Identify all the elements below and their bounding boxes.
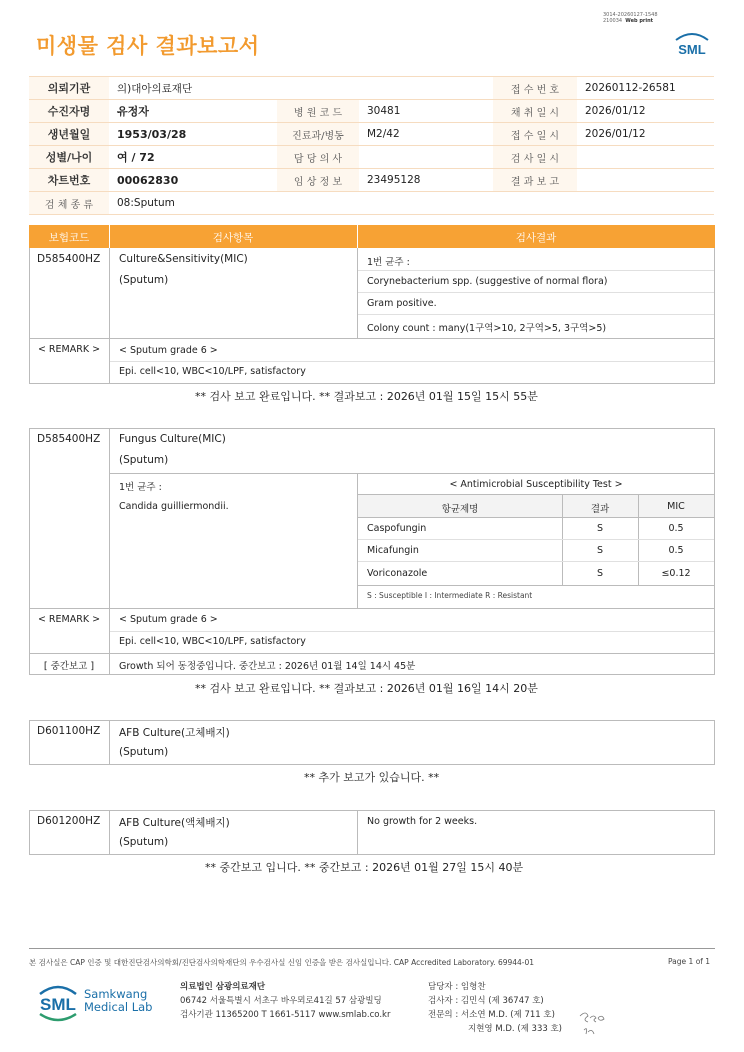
samkwang-logo xyxy=(35,980,81,1024)
page-number: Page 1 of 1 xyxy=(668,957,711,966)
interim-report: Growth 되어 동정중입니다. 중간보고 : 2026년 01월 14일 14시 45분 xyxy=(119,661,416,672)
staff-info: 담당자 : 임형찬 검사자 : 김민식 (제 36747 호) 전문의 : 서소연 M.D. (제 711 호) 지현영 M.D. (제 333 호) xyxy=(428,982,563,1034)
receipt-number: 20260112-26581 xyxy=(577,77,714,100)
test4-name: AFB Culture(액체배지) xyxy=(119,817,230,829)
test1-specimen: (Sputum) xyxy=(119,274,169,286)
test4-result: No growth for 2 weeks. xyxy=(367,816,478,827)
results-header: 보험코드 검사항목 검사결과 xyxy=(29,225,715,248)
sml-logo xyxy=(672,30,712,58)
test3-name: AFB Culture(고체배지) xyxy=(119,727,230,739)
clinical-info: 23495128 xyxy=(359,169,493,192)
specimen-type: 08:Sputum xyxy=(109,192,277,215)
test2-code: D585400HZ xyxy=(37,433,101,445)
samkwang-name: Samkwang Medical Lab xyxy=(84,987,153,1014)
test1-organism: Corynebacterium spp. (suggestive of normal flora) xyxy=(367,276,608,287)
interim-label: [ 중간보고 ] xyxy=(43,661,95,672)
receipt-date: 2026/01/12 xyxy=(577,123,714,146)
signature xyxy=(576,1008,612,1038)
test3-specimen: (Sputum) xyxy=(119,746,169,758)
test4-specimen: (Sputum) xyxy=(119,836,169,848)
ast-mic: 0.5 xyxy=(668,523,684,534)
svg-text:SML: SML xyxy=(40,995,76,1014)
test4-status: ** 중간보고 입니다. ** 중간보고 : 2026년 01월 27일 15시 40분 xyxy=(205,861,524,874)
test2-specimen: (Sputum) xyxy=(119,454,169,466)
org-info: 의료법인 삼광의료재단 06742 서울특별시 서초구 바우뫼로41길 57 삼광빌딩 검사기관 11365200 T 1661-5117 www.smlab.co.kr xyxy=(180,982,391,1020)
ast-drug: Caspofungin xyxy=(367,523,427,534)
cert-statement: 본 검사실은 CAP 인증 및 대한진단검사의학회/진단검사의학재단의 우수검사실 신임 인증을 받은 검사실입니다. CAP Accredited Laboratory. 69944-01 xyxy=(29,958,535,967)
ast-title: < Antimicrobial Susceptibility Test > xyxy=(449,479,623,490)
report-title: 미생물 검사 결과보고서 xyxy=(36,34,260,58)
test2-name: Fungus Culture(MIC) xyxy=(119,433,226,445)
test3-status: ** 추가 보고가 있습니다. ** xyxy=(304,771,440,784)
ast-legend: S : Susceptible I : Intermediate R : Resistant xyxy=(367,591,533,600)
ast-result: S xyxy=(596,523,604,534)
hospital-code: 30481 xyxy=(359,100,493,123)
collection-date: 2026/01/12 xyxy=(577,100,714,123)
ast-mic: ≤0.12 xyxy=(661,568,691,579)
test1-status: ** 검사 보고 완료입니다. ** 결과보고 : 2026년 01월 15일 15시 55분 xyxy=(195,390,538,403)
test2-status: ** 검사 보고 완료입니다. ** 결과보고 : 2026년 01월 16일 14시 20분 xyxy=(195,682,538,695)
doctor xyxy=(359,146,493,169)
test4-code: D601200HZ xyxy=(37,815,101,827)
test1-name: Culture&Sensitivity(MIC) xyxy=(119,253,248,265)
department: M2/42 xyxy=(359,123,493,146)
test1-code: D585400HZ xyxy=(37,253,101,265)
test-date xyxy=(577,146,714,169)
birth-date: 1953/03/28 xyxy=(109,123,277,146)
chart-number: 00062830 xyxy=(109,169,277,192)
client-value: 의)대아의료재단 xyxy=(109,77,277,100)
ast-mic: 0.5 xyxy=(668,545,684,556)
report-date xyxy=(577,169,714,192)
ast-drug: Micafungin xyxy=(367,545,419,556)
sex-age: 여 / 72 xyxy=(109,146,277,169)
test1-block xyxy=(29,248,715,384)
patient-info-table: 의뢰기관 의)대아의료재단 접 수 번 호 20260112-26581 수진자명 유정자 병 원 코 드 30481 채 취 일 시 2026/01/12 생년월일 1953/03/28 진료과/병동 M2/42 접 수 일 시 2026/01/12 성별/나이 여 / 72 담 당 의 사 검 사 일 시 차트번호 00062830 임 상 정 보 23495128 결 과 보 고 검 체 종 류 08:Sputum xyxy=(29,76,714,215)
test2-organism: Candida guilliermondii. xyxy=(119,501,229,512)
ast-drug: Voriconazole xyxy=(367,568,428,579)
ast-result: S xyxy=(596,545,604,556)
ast-result: S xyxy=(596,568,604,579)
print-info: 3014-20260127-1548 210034 Web print xyxy=(603,12,658,24)
svg-text:SML: SML xyxy=(678,42,706,57)
patient-name: 유정자 xyxy=(109,100,277,123)
test3-code: D601100HZ xyxy=(37,725,101,737)
